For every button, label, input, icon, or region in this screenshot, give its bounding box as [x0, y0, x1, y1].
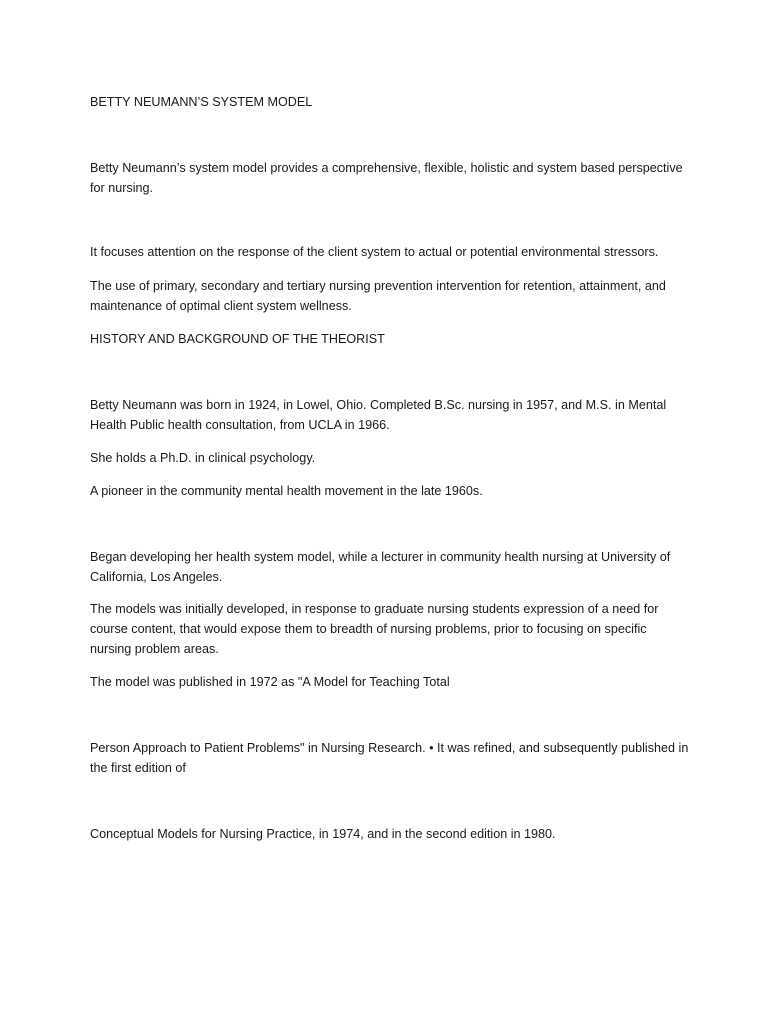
section-heading-history: HISTORY AND BACKGROUND OF THE THEORIST: [90, 332, 385, 346]
paragraph-conceptual-models: Conceptual Models for Nursing Practice, in 1974, and in the second edition in 1980.: [90, 827, 556, 841]
document-title: BETTY NEUMANN’S SYSTEM MODEL: [90, 95, 313, 109]
paragraph-focus: It focuses attention on the response of the client system to actual or potential environmental stressors.: [90, 245, 659, 259]
paragraph-developing: Began developing her health system model, while a lecturer in community health nursing at University of California, Los Angeles.: [90, 550, 671, 584]
paragraph-published-1972: The model was published in 1972 as "A Model for Teaching Total: [90, 675, 450, 689]
paragraph-pioneer: A pioneer in the community mental health movement in the late 1960s.: [90, 484, 483, 498]
paragraph-prevention: The use of primary, secondary and tertiary nursing prevention intervention for retention, attainment, and maintenance of optimal client system wellness.: [90, 279, 666, 313]
paragraph-phd: She holds a Ph.D. in clinical psychology.: [90, 451, 316, 465]
paragraph-intro: Betty Neumann’s system model provides a comprehensive, flexible, holistic and system based perspective for nursing.: [90, 161, 683, 195]
paragraph-birth: Betty Neumann was born in 1924, in Lowel, Ohio. Completed B.Sc. nursing in 1957, and M.S. in Mental Health Public health consultation, from UCLA in 1966.: [90, 398, 667, 432]
paragraph-initial-development: The models was initially developed, in response to graduate nursing students expression of a need for course content, that would expose them to breadth of nursing problems, prior to focusing on specific nursing problem areas.: [90, 602, 659, 656]
paragraph-person-approach: Person Approach to Patient Problems" in Nursing Research. • It was refined, and subsequently published in the first edition of: [90, 741, 689, 775]
